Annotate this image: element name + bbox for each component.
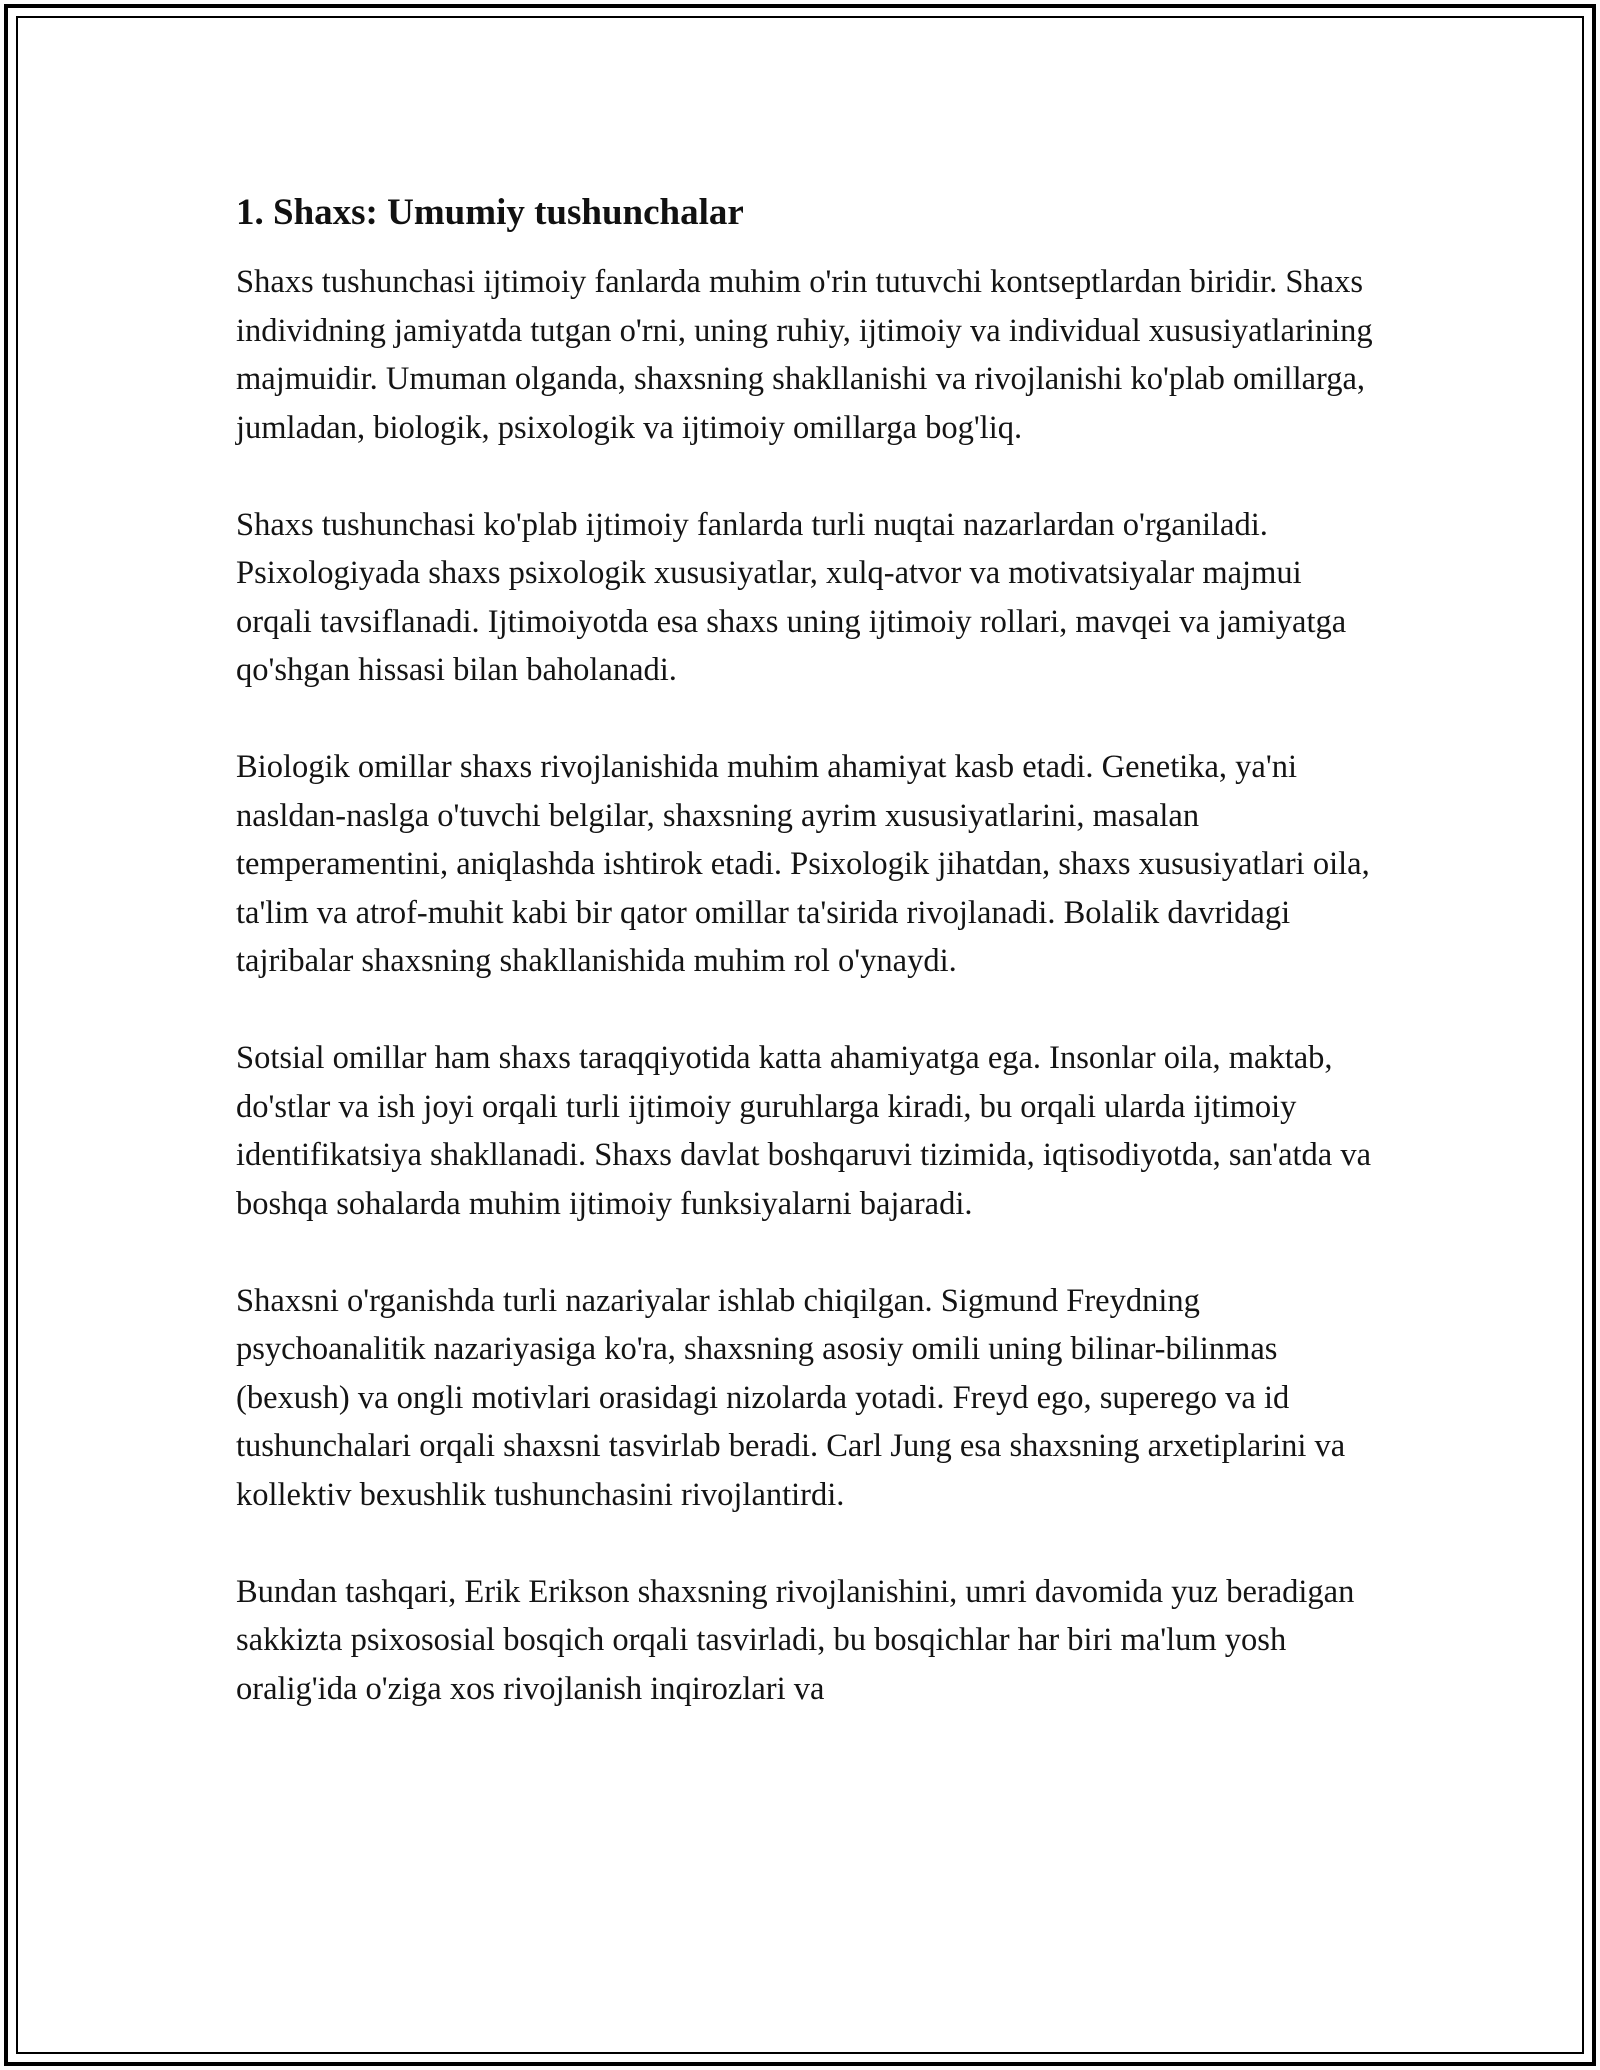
- paragraph-5: Shaxsni o'rganishda turli nazariyalar ishlab chiqilgan. Sigmund Freydning psychoanalitik nazariyasiga ko'ra, shaxsning asosiy omili uning bilinar-bilinmas (bexush) va ongli motivlari orasidagi nizolarda yotadi. Freyd ego, superego va id tushunchalari orqali shaxsni tasvirlab beradi. Carl Jung esa shaxsning arxetiplarini va kollektiv bexushlik tushunchasini rivojlantirdi.: [236, 1282, 1346, 1513]
- document-body: [236, 186, 1376, 1762]
- paragraph-4: Sotsial omillar ham shaxs taraqqiyotida katta ahamiyatga ega. Insonlar oila, maktab, do'stlar va ish joyi orqali turli ijtimoiy guruhlarga kiradi, bu orqali ularda ijtimoiy identifikatsiya shakllanadi. Shaxs davlat boshqaruvi tizimida, iqtisodiyotda, san'atda va boshqa sohalarda muhim ijtimoiy funksiyalarni bajaradi.: [236, 1040, 1371, 1222]
- paragraph-2: Shaxs tushunchasi ko'plab ijtimoiy fanlarda turli nuqtai nazarlardan o'rganiladi. Psixologiyada shaxs psixologik xususiyatlar, xulq-atvor va motivatsiyalar majmui orqali tavsiflanadi. Ijtimoiyotda esa shaxs uning ijtimoiy rollari, mavqei va jamiyatga qo'shgan hissasi bilan baholanadi.: [236, 506, 1347, 688]
- paragraph-3: Biologik omillar shaxs rivojlanishida muhim ahamiyat kasb etadi. Genetika, ya'ni nasldan-naslga o'tuvchi belgilar, shaxsning ayrim xususiyatlarini, masalan temperamentini, aniqlashda ishtirok etadi. Psixologik jihatdan, shaxs xususiyatlari oila, ta'lim va atrof-muhit kabi bir qator omillar ta'sirida rivojlanadi. Bolalik davridagi tajribalar shaxsning shakllanishida muhim rol o'ynaydi.: [236, 749, 1370, 979]
- paragraph-6: Bundan tashqari, Erik Erikson shaxsning rivojlanishini, umri davomida yuz beradigan sakkizta psixososial bosqich orqali tasvirladi, bu bosqichlar har biri ma'lum yosh oralig'ida o'ziga xos rivojlanish inqirozlari va: [236, 1573, 1355, 1707]
- paragraph-1: Shaxs tushunchasi ijtimoiy fanlarda muhim o'rin tutuvchi kontseptlardan biridir. Shaxs individning jamiyatda tutgan o'rni, uning ruhiy, ijtimoiy va individual xususiyatlarining majmuidir. Umuman olganda, shaxsning shakllanishi va rivojlanishi ko'plab omillarga, jumladan, biologik, psixologik va ijtimoiy omillarga bog'liq.: [236, 264, 1373, 446]
- section-heading: 1. Shaxs: Umumiy tushunchalar: [236, 192, 744, 233]
